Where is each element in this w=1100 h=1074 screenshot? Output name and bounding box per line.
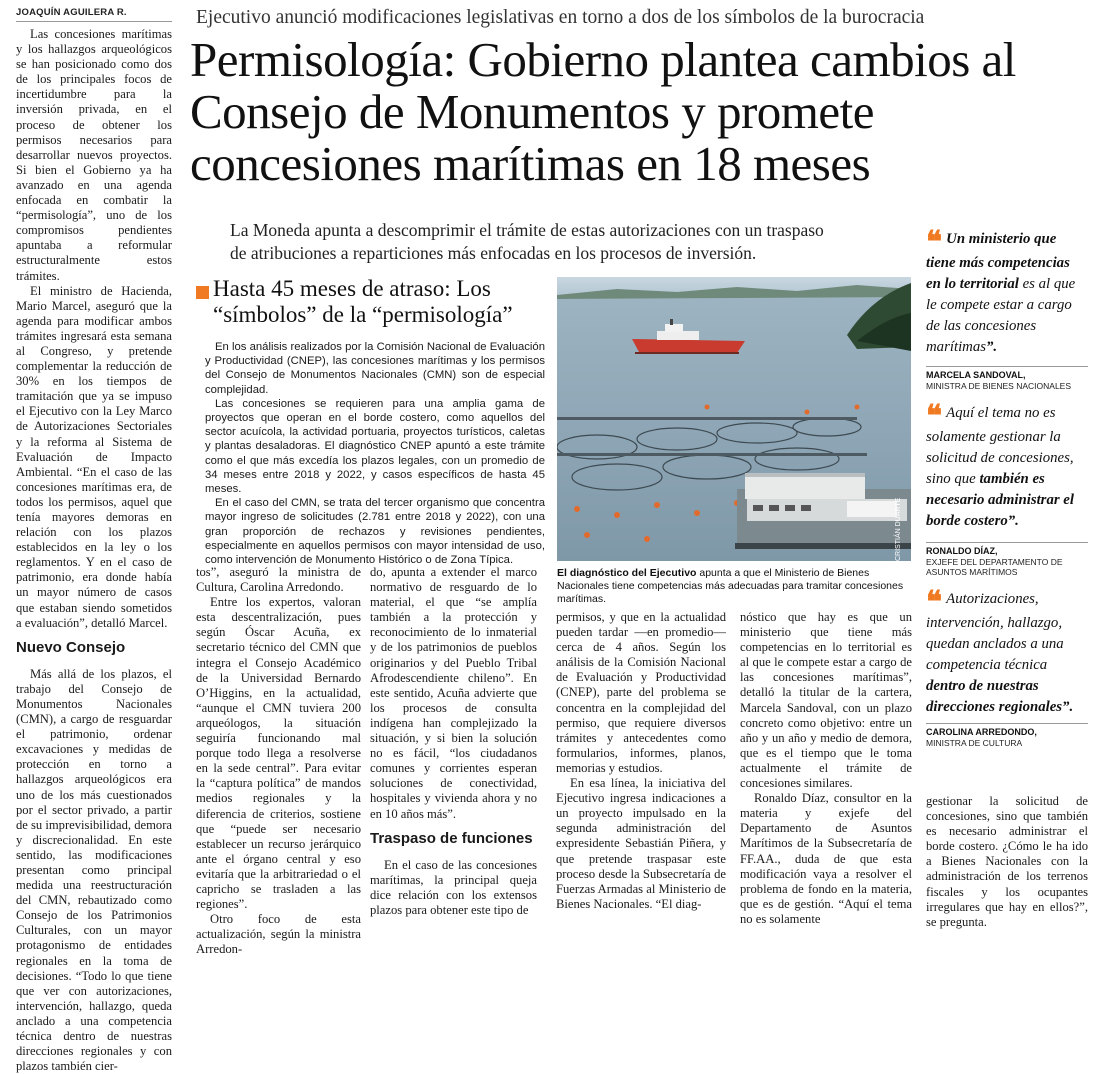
- article-column-2: [196, 565, 361, 957]
- pull-quote-3: [926, 585, 1088, 718]
- quote-close: ”.: [986, 339, 998, 355]
- quote-attribution-2: [926, 542, 1088, 577]
- paragraph: En el caso de las concesiones marítimas, la principal queja dice relación con los extensos plazos para obtener este tipo de: [370, 857, 537, 917]
- deck: La Moneda apunta a descomprimir el trámite de estas autorizaciones con un traspaso de atribuciones a reparticiones más enfocadas en los procesos de inversión.: [230, 220, 824, 263]
- quote-emphasis: Un ministerio que tiene más competencias en lo territorial: [926, 231, 1070, 292]
- paragraph: En esa línea, la iniciativa del Ejecutivo ingresa indicaciones a un proyecto impulsado en la segunda administración del expresidente Sebastián Piñera, y que pretende traspasar este proceso desde la Subsecretaría de Fuerzas Armadas al Ministerio de Bienes Nacionales. “El diag-: [556, 776, 726, 911]
- quote-attribution-3: [926, 723, 1088, 748]
- paragraph: Otro foco de esta actualización, según la ministra Arredon-: [196, 912, 361, 957]
- quote-text: es al que le compete estar a cargo de las concesiones marítimas: [926, 276, 1076, 355]
- quote-text: Aquí el tema no es solamente gestionar la solicitud de concesiones, sino que: [926, 405, 1074, 487]
- article-column-1: [16, 27, 172, 1074]
- quote-role: EXJEFE DEL DEPARTAMENTO DE ASUNTOS MARÍTIMOS: [926, 557, 1063, 577]
- paragraph: Más allá de los plazos, el trabajo del Consejo de Monumentos Nacionales (CMN), a cargo de resguardar el patrimonio, ordenar excavaciones y medidas de protección en torno a hallazgos arqueológicos era uno de los más cuestionados por el sector privado, a partir de su imprevisibilidad, demora y discrecionalidad. En este sentido, las modificaciones presentan como principal medida una reestructuración del CMN, rebautizado como Consejo de los Patrimonios Culturales, con un mayor protagonismo de entidades regionales en la toma de decisiones. “Todo lo que tiene que ver con autorizaciones, intervención, hallazgo, queda anclado a una competencia técnica dentro de nuestras direcciones regionales y con plazos también cier-: [16, 666, 172, 1074]
- quote-name: CAROLINA ARREDONDO,: [926, 723, 1088, 738]
- paragraph: Las concesiones se requieren para una amplia gama de proyectos que operan en el borde costero, como aquellos del sector acuícola, la actividad portuaria, proyectos turísticos, caletas y plantas desaladoras. El diagnóstico CNEP apuntó a este trámite como el que más excedía los plazos legales, con un promedio de 34 meses entre 2018 y 2022, y casos específicos de hasta 45 meses.: [205, 397, 545, 496]
- quote-name: RONALDO DÍAZ,: [926, 542, 1088, 557]
- subhead-nuevo-consejo: Nuevo Consejo: [16, 638, 126, 656]
- kicker: Ejecutivo anunció modificaciones legislativas en torno a dos de los símbolos de la burocracia: [196, 7, 925, 28]
- article-photo: [557, 277, 911, 561]
- article-column-3: [370, 565, 537, 918]
- quote-mark-icon: ❝: [926, 585, 943, 620]
- headline: Permisología: Gobierno plantea cambios al Consejo de Monumentos y promete concesiones marítimas en 18 meses: [190, 32, 1016, 191]
- quote-mark-icon: ❝: [926, 225, 943, 260]
- quote-name: MARCELA SANDOVAL,: [926, 366, 1088, 381]
- article-column-5: [740, 610, 912, 927]
- article-column-4: [556, 610, 726, 912]
- quote-mark-icon: ❝: [926, 399, 943, 434]
- box-title-marker: [196, 286, 209, 299]
- paragraph: En el caso del CMN, se trata del tercer organismo que concentra mayor ingreso de solicitudes (2.781 entre 2018 y 2022), con una gran proporción de rechazos y revisiones pendientes, especialmente en aquellos permisos con mayor intensidad de uso, como intervención de Monumento Histórico o de Zona Típica.: [205, 497, 545, 567]
- paragraph: permisos, y que en la actualidad pueden tardar —en promedio— cerca de 4 años. Según los análisis de la Comisión Nacional de Evaluación y Productividad (CNEP), parte del problema se concentra en la complejidad del permiso, que requiere diversos trámites y antecedentes como formularios, informes, planos, memorias y estudios.: [556, 610, 726, 775]
- paragraph: El ministro de Hacienda, Mario Marcel, aseguró que la agenda para modificar ambos trámites ingresará esta semana al Congreso, y pretende complementar la reducción de 30% en los tiempos de tramitación que ya se impuso el Ejecutivo con la Ley Marco de Autorizaciones Sectoriales y la reforma al Sistema de Evaluación de Impacto Ambiental. “En el caso de las concesiones marítimas era, de todos los permisos, aquel que tenía mayores demoras en relación con los plazos establecidos en la ley o los reglamentos. Y en el caso de patrimonio, era donde había un mayor número de casos que estaban siendo sometidos a evaluación”, detalló Marcel.: [16, 283, 172, 630]
- photo-caption: [557, 567, 911, 606]
- paragraph: En los análisis realizados por la Comisión Nacional de Evaluación y Productividad (CNEP), las concesiones marítimas y los permisos del Consejo de Monumentos Nacionales (CMN) son de especial complejidad.: [205, 341, 545, 396]
- box-title: Hasta 45 meses de atraso: Los “símbolos” de la “permisología”: [213, 276, 513, 327]
- quote-close: ”.: [1007, 513, 1019, 529]
- pull-quote-1: [926, 225, 1088, 358]
- quote-role: MINISTRA DE BIENES NACIONALES: [926, 381, 1072, 391]
- article-column-6: [926, 794, 1088, 930]
- quote-close: ”.: [1062, 699, 1074, 715]
- byline: JOAQUÍN AGUILERA R.: [16, 7, 172, 22]
- subhead-traspaso: Traspaso de funciones: [370, 829, 533, 847]
- caption-lead: El diagnóstico del Ejecutivo: [557, 567, 697, 579]
- paragraph: nóstico que hay es que un ministerio que tiene más competencias en lo territorial es al que le compete estar a cargo de las concesiones marítimas”, detalló la titular de la cartera, Marcela Sandoval, con un plazo concreto como objetivo: entre un año y un año y medio de demora, que es el tiempo que le toma actualmente el trámite de concesiones similares.: [740, 610, 912, 791]
- paragraph: Las concesiones marítimas y los hallazgos arqueológicos se han posicionado como dos de los principales focos de incertidumbre para la inversión privada, en el proceso de obtener los permisos necesarios para desarrollar nuevos proyectos. Si bien el Gobierno ya ha avanzado en una agenda enfocada en combatir la “permisología”, uno de los compromisos pendientes apuntaba a reformular estructuralmente estos trámites.: [16, 27, 172, 283]
- quote-text: Autorizaciones, intervención, hallazgo, quedan anclados a una competencia técnica: [926, 591, 1064, 673]
- paragraph: gestionar la solicitud de concesiones, sino que también es necesario administrar el borde costero. ¿Cómo le ha ido a Bienes Nacionales con la administración de los terrenos fiscales y los ocupantes irregulares que hay en ellos?”, se pregunta.: [926, 794, 1088, 929]
- pull-quote-2: [926, 399, 1088, 532]
- salmon-farm-photo: [557, 277, 911, 561]
- caption-text: apunta a que el Ministerio de Bienes Nacionales tiene competencias más adecuadas para tramitar concesiones marítimas.: [557, 567, 904, 605]
- quote-attribution-1: [926, 366, 1088, 391]
- photo-credit: CRISTIÁN DUARTE: [895, 497, 902, 561]
- box-body: [205, 340, 545, 567]
- quote-emphasis: dentro de nuestras direcciones regionales: [926, 678, 1063, 715]
- quote-emphasis: también es necesario administrar el borde costero: [926, 471, 1074, 529]
- paragraph: Entre los expertos, valoran esta descentralización, pues según Óscar Acuña, ex secretario técnico del CMN que integra el Consejo Académico de la Universidad Bernardo O’Higgins, en la actualidad, “aunque el CMN tuviera 200 arqueólogos, la situación seguiría funcionando mal porque todo llega a resolverse en la sede central”. Para evitar la “captura política” de mandos medios regionales y la diferencia de criterios, sostiene que “puede ser necesario establecer un recurso jerárquico ante el órgano central y eso evitaría que la arbitrariedad o el capricho se trasladen a las regiones”.: [196, 595, 361, 912]
- paragraph: do, apunta a extender el marco normativo de resguardo de lo material, el que “se amplía también a la protección y reconocimiento de lo inmaterial y de los patrimonios de pueblos originarios y del Pueblo Tribal Afrodescendiente chileno”. En este sentido, Acuña advierte que los procesos de consulta indígena han complejizado la situación, y si bien la solución no es fácil, “los ciudadanos comunes y corrientes esperan soluciones de conectividad, hospitales y vivienda ahora y no en 10 años más”.: [370, 565, 537, 821]
- quote-role: MINISTRA DE CULTURA: [926, 738, 1023, 748]
- paragraph: tos”, aseguró la ministra de Cultura, Carolina Arredondo.: [196, 565, 361, 595]
- paragraph: Ronaldo Díaz, consultor en la materia y exjefe del Departamento de Asuntos Marítimos de la Subsecretaría de FF.AA., duda de que esta modificación vaya a resolver el problema de fondo en la materia, que es de gestión. “Aquí el tema no es solamente: [740, 791, 912, 926]
